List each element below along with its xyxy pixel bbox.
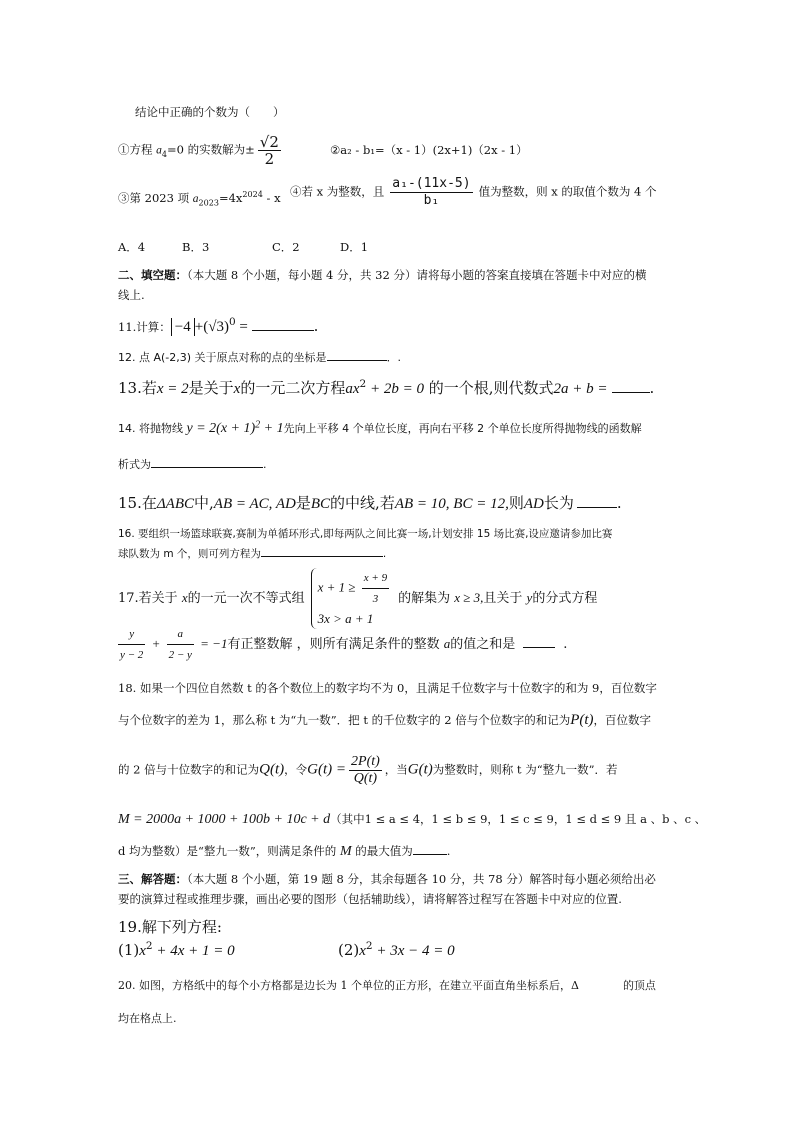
intro-line: 结论中正确的个数为（ ） — [135, 105, 285, 119]
s4-num: a₁-(11x-5) — [392, 176, 471, 191]
s1-frac-den: 2 — [258, 150, 281, 167]
q18-line2 — [118, 712, 651, 728]
section3-desc-1: （本大题 8 个小题，第 19 题 8 分，其余每题各 10 分，共 78 分）解答时每小题必须给出必 — [187, 872, 656, 886]
q11-pre: 11.计算： — [118, 320, 171, 334]
q17-f2-den: 2 − y — [167, 644, 194, 665]
q16-line2-text: 球队数为 m 个，则可列方程为 — [118, 548, 261, 560]
q19-eq1 — [118, 940, 235, 961]
q18-m-expr: M = 2000a + 1000 + 100b + 10c + d — [118, 812, 331, 827]
q18-line2-post: ，百位数字 — [593, 713, 652, 727]
q18-gt2: G(t) — [407, 761, 433, 778]
s4-post: 值为整数，则 x 的取值个数为 4 个 — [478, 184, 657, 199]
q11-sup: 0 — [228, 316, 236, 328]
statement-3 — [118, 190, 281, 207]
q17-post3: 的分式方程 — [532, 591, 598, 606]
q17-row1-num: x + 9 — [363, 572, 388, 584]
q15-mid: 中, — [194, 494, 214, 512]
q15-bc: BC — [310, 496, 331, 512]
q12-end: ．. — [386, 351, 402, 364]
q18-line1: 18. 如果一个四位自然数 t 的各个数位上的数字均不为 0，且满足千位数字与十位数字的和为 9，百位数字 — [118, 681, 657, 695]
q17-line1 — [118, 568, 597, 629]
q18-qt: Q(t) — [259, 761, 285, 778]
q11-blank — [252, 329, 314, 331]
q17-mid: 的一元一次不等式组 — [187, 591, 305, 606]
q15-pre: 15.在 — [118, 494, 157, 512]
q17-line2-end: 的值之和是 — [450, 637, 516, 652]
q17-line2 — [118, 624, 567, 665]
q20-line2: 均在格点上. — [118, 1012, 177, 1025]
s3-sup: 2024 — [242, 190, 263, 200]
q13-x: x — [233, 381, 241, 397]
option-a: A．4 — [118, 240, 146, 254]
s1-var: a — [156, 144, 162, 157]
s4-den: b₁ — [390, 192, 472, 209]
q14 — [118, 421, 642, 437]
q18-g-den: Q(t) — [349, 770, 382, 787]
q14-line2-text: 析式为 — [118, 458, 151, 471]
q19-eq2-x: x — [359, 943, 366, 959]
q16-line2 — [118, 546, 386, 562]
q19-eq1-post: + 4x + 1 = 0 — [152, 943, 235, 959]
q19-eq2 — [338, 940, 455, 961]
q18-line5-pre: d 均为整数）是“整九一数”，则满足条件的 — [118, 844, 340, 858]
q17-row2: 3x > a + 1 — [317, 611, 374, 626]
q18-m-cond: （其中1 ≤ a ≤ 4，1 ≤ b ≤ 9，1 ≤ c ≤ 9，1 ≤ d ≤ 9 且 a 、b 、c 、 — [330, 812, 707, 826]
q17-eq: = −1 — [196, 636, 228, 651]
q18-line3 — [118, 754, 617, 787]
q17-end: . — [563, 637, 568, 652]
q13-x-eq: x = 2 — [156, 381, 189, 397]
q20-line1-text: 20. 如图，方格纸中的每个小方格都是边长为 1 个单位的正方形，在建立平面直角坐标系后，Δ — [118, 979, 579, 992]
q15-ad: AD — [523, 496, 544, 512]
q17-sol: x ≥ 3, — [454, 590, 484, 605]
q11-abs: −4 — [171, 318, 195, 336]
q18-line2-pre: 与个位数字的差为 1，那么称 t 为“九一数”．把 t 的千位数字的 2 倍与个位数字的和记为 — [118, 713, 571, 727]
s1-mid: =0 的实数解为± — [167, 142, 255, 157]
q18-line3-post: 为整数时，则称 t 为“整九一数”．若 — [432, 762, 618, 777]
s3-post: - x — [262, 191, 281, 205]
statement-4 — [290, 176, 657, 209]
q15-cond2: AB = 10, BC = 12, — [394, 496, 509, 512]
q17-system — [311, 568, 393, 629]
q13-mid3: 的一个根,则代数式 — [423, 379, 554, 397]
s3-eq: =4x — [218, 191, 243, 205]
q12-text: 12. 点 A(-2,3) 关于原点对称的点的坐标是 — [118, 351, 327, 364]
q20-line1 — [118, 978, 656, 994]
q11 — [118, 316, 318, 337]
q13-mid: 是关于 — [188, 379, 234, 397]
section2-title: 二、填空题： — [118, 268, 187, 282]
statement-1 — [118, 134, 284, 167]
q17-f1-den: y − 2 — [118, 644, 145, 665]
q11-paren: (√3) — [203, 319, 229, 335]
q13-mid2: 的一元二次方程 — [240, 379, 346, 397]
q11-plus: + — [194, 319, 204, 335]
q13-expr3: 2a + b = — [553, 381, 608, 397]
s4-pre: ④若 x 为整数，且 — [290, 184, 385, 199]
q15-mid3: 的中线,若 — [330, 494, 395, 512]
option-d: D．1 — [340, 240, 369, 254]
q14-end: . — [263, 458, 267, 471]
q11-end: . — [313, 317, 319, 335]
s3-pre: ③第 2023 项 — [118, 191, 193, 205]
q17-f1-num: y — [129, 628, 135, 640]
q13-sup: 2 — [359, 378, 367, 390]
q15-cond1: AB = AC, AD — [213, 496, 296, 512]
q17-pre: 17.若关于 — [118, 591, 182, 606]
q12-blank — [327, 359, 387, 361]
s1-sub: 4 — [161, 149, 168, 159]
statement-2: ②a₂ - b₁=（x - 1）(2x+1)（2x - 1） — [330, 143, 528, 157]
q13-end: . — [649, 379, 655, 397]
q15-tri: ΔABC — [156, 496, 194, 512]
section2-desc-2: 线上. — [118, 288, 145, 302]
q13-expr: ax — [345, 381, 360, 397]
q19-eq1-x: x — [139, 943, 146, 959]
q18-pt: P(t) — [570, 712, 594, 728]
q17-post2: 且关于 — [483, 591, 527, 606]
q18-end: . — [446, 844, 451, 858]
q16-blank — [261, 555, 383, 557]
q14-blank — [151, 466, 263, 468]
q19-title: 19.解下列方程: — [118, 918, 222, 936]
q14-pre: 14. 将抛物线 — [118, 422, 187, 435]
q18-line5 — [118, 843, 450, 860]
q18-line3-mid: ，令 — [284, 762, 308, 777]
q13-blank — [612, 391, 650, 393]
section3-desc-2: 要的演算过程或推理步骤，画出必要的图形（包括辅助线），请将解答过程写在答题卡中对应的位置. — [118, 892, 622, 906]
s3-a: a — [192, 193, 199, 205]
q14-func: y = 2(x + 1) — [186, 421, 256, 436]
q18-m: M — [339, 844, 352, 859]
q15-end: . — [616, 494, 622, 512]
q14-func2: + 1 — [260, 421, 284, 436]
q11-eq: = — [235, 319, 252, 335]
q17-x: x — [181, 590, 188, 605]
q18-g-num: 2P(t) — [351, 754, 380, 769]
q17-f2-num: a — [177, 628, 183, 640]
s1-pre: ①方程 — [118, 142, 157, 157]
section3-header — [118, 871, 656, 887]
q17-row1-left: x + 1 ≥ — [317, 579, 359, 595]
q15-mid2: 是 — [295, 494, 311, 512]
q17-row1-den: 3 — [362, 588, 389, 609]
q15 — [118, 493, 622, 514]
q15-blank — [577, 506, 617, 508]
section3-title: 三、解答题： — [118, 872, 187, 886]
s1-frac-num: √2 — [259, 133, 279, 151]
q18-line4 — [118, 811, 706, 828]
q18-line5-post: 的最大值为 — [351, 844, 413, 858]
q19-eq2-pre: (2) — [338, 941, 360, 959]
q14-post: 先向上平移 4 个单位长度，再向右平移 2 个单位长度所得抛物线的函数解 — [283, 422, 642, 435]
q17-line2-mid: 有正整数解 ，则所有满足条件的整数 — [227, 637, 444, 652]
section2-desc-1: （本大题 8 个小题，每小题 4 分，共 32 分）请将每小题的答案直接填在答题卡中对应的横 — [187, 268, 647, 282]
q13-expr2: + 2b = 0 — [366, 381, 424, 397]
q19-eq1-sup: 2 — [145, 940, 153, 952]
q15-mid5: 长为 — [543, 494, 574, 512]
q17-a: a — [443, 636, 451, 651]
q14-sup: 2 — [255, 419, 261, 431]
q18-line3-mid2: ，当 — [384, 762, 408, 777]
q17-y: y — [526, 590, 533, 605]
s3-sub: 2023 — [198, 198, 219, 208]
q17-post1: 的解集为 — [398, 591, 455, 606]
q15-mid4: 则 — [508, 494, 524, 512]
q17-blank — [523, 646, 555, 648]
section2-header — [118, 267, 646, 283]
q12 — [118, 350, 401, 366]
q18-blank — [413, 853, 447, 855]
q14-line2 — [118, 457, 267, 473]
q18-line3-pre: 的 2 倍与十位数字的和记为 — [118, 762, 260, 777]
q18-gt: G(t) = — [307, 761, 347, 778]
q19-eq2-post: + 3x − 4 = 0 — [372, 943, 455, 959]
q13-pre: 13.若 — [118, 379, 157, 397]
q16-line1: 16. 要组织一场篮球联赛,赛制为单循环形式,即每两队之间比赛一场,计划安排 15 场比赛,设应邀请参加比赛 — [118, 528, 613, 540]
option-c: C．2 — [272, 240, 300, 254]
q13 — [118, 378, 654, 399]
q19-eq2-sup: 2 — [365, 940, 373, 952]
q19-eq1-pre: (1) — [118, 941, 140, 959]
q20-line1-post: 的顶点 — [622, 979, 656, 992]
q17-plus: + — [148, 636, 164, 651]
q16-end: . — [382, 548, 387, 560]
option-b: B．3 — [182, 240, 210, 254]
